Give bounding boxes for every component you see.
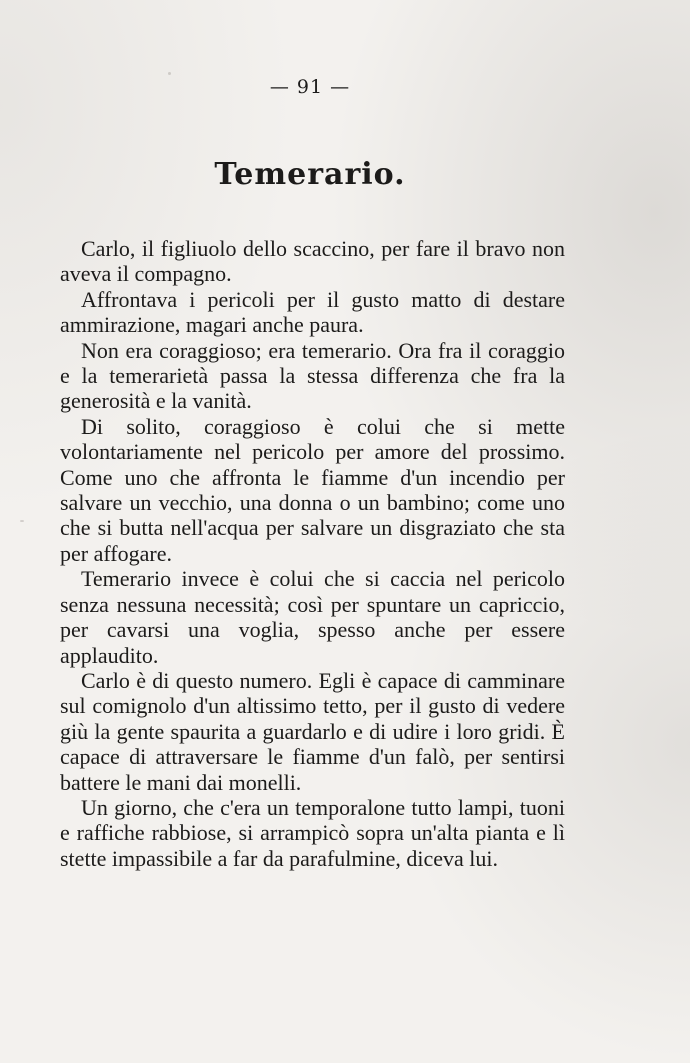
paragraph: Temerario invece è colui che si caccia nel pericolo senza nessuna necessità; così per spuntare un capriccio, per cavarsi una voglia, spesso anche per essere applaudito. [60,566,565,668]
paragraph: Carlo, il figliuolo dello scaccino, per fare il bravo non aveva il compagno. [60,236,565,287]
paragraph: Affrontava i pericoli per il gusto matto di destare ammirazione, magari anche paura. [60,286,565,338]
paragraph: Di solito, coraggioso è colui che si mette volontariamente nel pericolo per amore del prossimo. Come uno che affronta le fiamme d'un incendio per salvare un vecchio, una donna o un bambino; come uno che si butta nell'acqua per salvare un disgraziato che sta per affogare. [60,413,565,566]
chapter-title: Temerario. [214,157,406,192]
body-text [60,236,565,871]
paragraph: Un giorno, che c'era un temporalone tutto lampi, tuoni e raffiche rabbiose, si arrampicò sopra un'alta pianta e lì stette impassibile a far da parafulmine, diceva lui. [60,794,565,871]
paragraph: Carlo è di questo numero. Egli è capace di camminare sul comignolo d'un altissimo tetto, per il gusto di vedere giù la gente spaurita a guardarlo e di udire i loro gridi. È capace di attraversare le fiamme d'un falò, per sentirsi battere le mani dai monelli. [60,667,565,795]
paragraph: Non era coraggioso; era temerario. Ora fra il coraggio e la temerarietà passa la stessa differenza che fra la generosità e la vanità. [60,337,565,414]
page-number: — 91 — [269,76,351,98]
paper-spot [168,72,171,75]
paper-spot [20,520,24,522]
